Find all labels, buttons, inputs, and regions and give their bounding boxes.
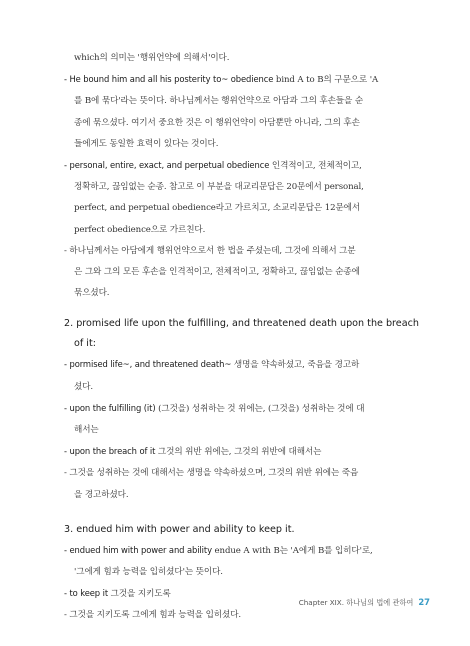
text-line — [64, 69, 416, 91]
page-body — [64, 48, 419, 627]
bold-term: - to keep it — [64, 588, 108, 599]
text-line — [64, 398, 416, 420]
text-span: 그것의 위반 위에는, 그것의 위반에 대해서는 — [155, 447, 322, 458]
text-line: '그에게 힘과 능력을 입히셨다'는 뜻이다. — [74, 567, 223, 578]
section-heading-2: 2. promised life upon the fulfilling, and threatened death upon the breach — [64, 318, 419, 330]
bold-term: - personal, entire, exact, and perpetual obedience — [64, 160, 270, 171]
text-line: which의 의미는 '행위언약에 의해서'이다. — [74, 53, 230, 63]
text-line: 은 그와 그의 모든 후손을 인격적이고, 전체적이고, 정확하고, 끊임없는 순종에 — [74, 267, 360, 278]
text-line: 종에 묶으셨다. 여기서 중요한 것은 이 행위언약이 아담뿐만 아니라, 그의 후손 — [74, 117, 360, 128]
text-span: 그것을 지키도록 — [108, 589, 171, 600]
section-heading-3: 3. endued him with power and ability to keep it. — [64, 523, 295, 535]
text-line: perfect obedience으로 가르친다. — [74, 224, 206, 235]
text-line: 셨다. — [74, 381, 94, 392]
text-line: 을 경고하셨다. — [74, 489, 129, 500]
chapter-title: Chapter XIX. 하나님의 법에 관하여 — [298, 598, 414, 607]
text-line — [64, 155, 416, 177]
text-span: (그것을) 성취하는 것 위에는, (그것을) 성취하는 것에 대 — [155, 403, 365, 414]
text-line — [64, 354, 416, 376]
text-line: 를 B에 묶다'라는 뜻이다. 하나님께서는 행위언약으로 아담과 그의 후손들을 순 — [74, 96, 364, 107]
spacer — [64, 304, 416, 314]
text-line: - 그것을 성취하는 것에 대해서는 생명을 약속하셨으며, 그것의 위반 위에는 죽음 — [64, 468, 359, 479]
text-line: - 그것을 지키도록 그에게 힘과 능력을 입히셨다. — [64, 610, 242, 621]
bold-term: - endued him with power and ability — [64, 544, 212, 555]
bold-term: - upon the breach of it — [64, 446, 156, 457]
text-line: 들에게도 동일한 효력이 있다는 것이다. — [74, 138, 219, 149]
page-footer — [299, 597, 430, 608]
text-span: 생명을 약속하셨고, 죽음을 경고하 — [231, 360, 360, 371]
text-line: 해서는 — [74, 425, 99, 436]
bold-term: - upon the fulfilling (it) — [64, 402, 156, 413]
text-line: perfect, and perpetual obedience라고 가르치고, 소교리문답은 12문에서 — [74, 203, 361, 214]
text-span: 인격적이고, 전체적이고, — [269, 161, 362, 172]
text-span: bind A to B의 구문으로 'A — [273, 75, 379, 86]
text-line — [64, 441, 416, 463]
text-line — [64, 540, 416, 562]
spacer — [64, 506, 416, 520]
page-number: 27 — [418, 597, 430, 607]
text-span: endue A with B는 'A에게 B를 입히다'로, — [211, 545, 373, 556]
section-heading-2-cont: of it: — [74, 338, 96, 350]
bold-term: - pormised life~, and threatened death~ — [64, 359, 232, 370]
text-line: - 하나님께서는 아담에게 행위언약으로서 한 법을 주셨는데, 그것에 의해서 그분 — [64, 245, 356, 256]
bold-term: - He bound him and all his posterity to~ obedience — [64, 74, 274, 85]
text-line: 묶으셨다. — [74, 288, 110, 299]
text-line: 정확하고, 끊임없는 순종. 참고로 이 부분을 대교리문답은 20문에서 personal, — [74, 182, 364, 193]
